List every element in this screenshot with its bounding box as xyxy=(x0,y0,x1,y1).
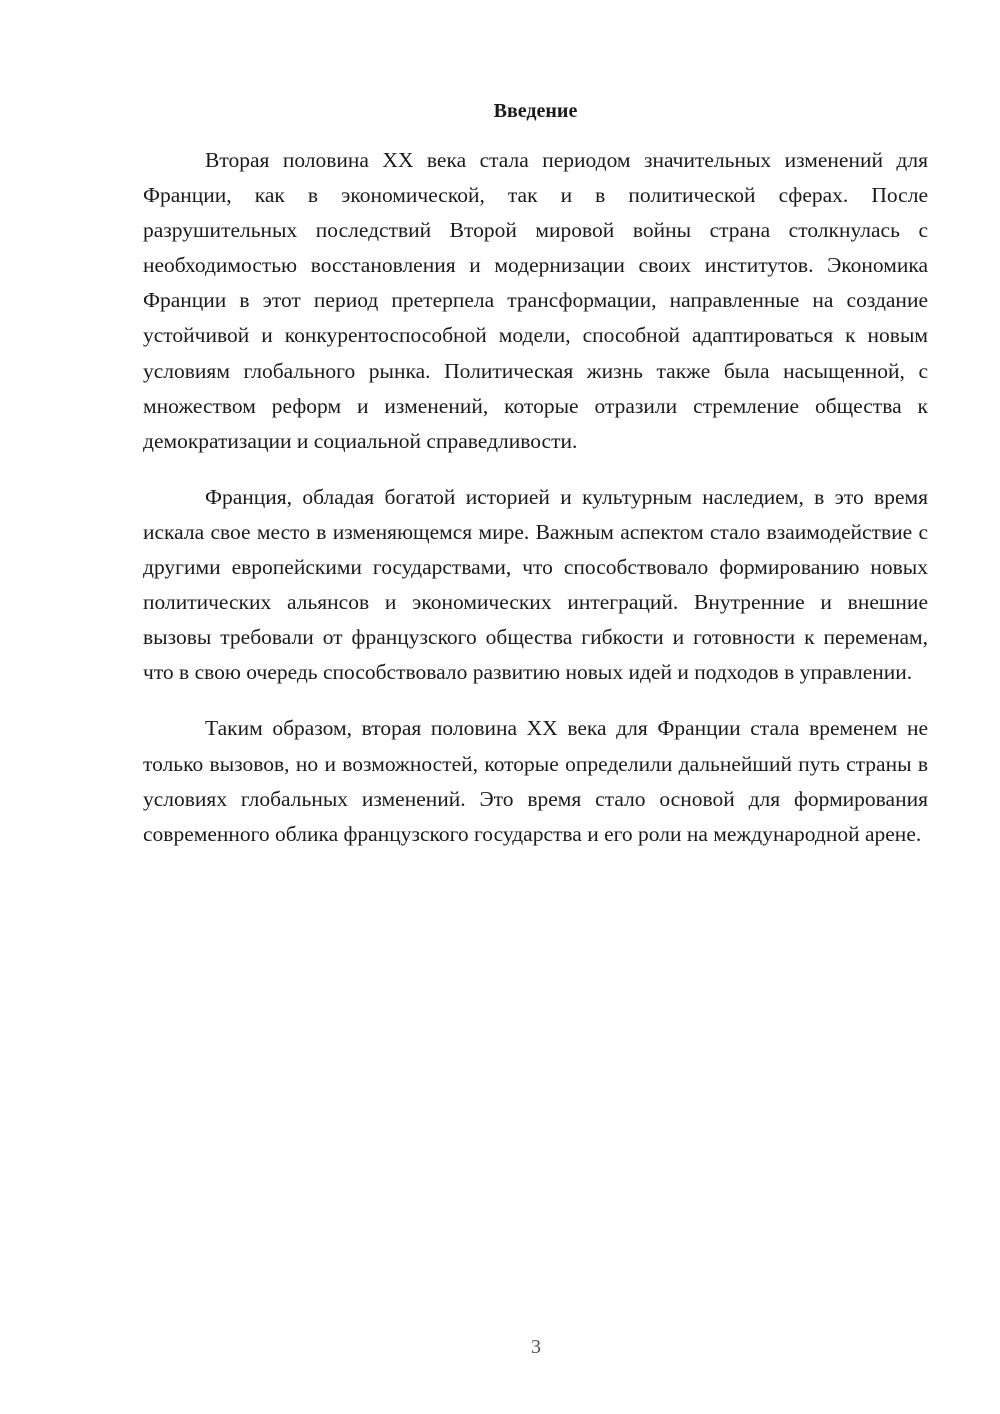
paragraph-3: Таким образом, вторая половина XX века для Франции стала временем не только вызовов, но и возможностей, которые определили дальнейший путь страны в условиях глобальных изменений. Это время стало основой для формирования современного облика французского государства и его роли на международной арене. xyxy=(143,716,928,846)
body-text xyxy=(143,143,928,873)
section-heading: Введение xyxy=(493,100,578,122)
page-number: 3 xyxy=(531,1336,541,1358)
paragraph-2: Франция, обладая богатой историей и культурным наследием, в это время искала свое место в изменяющемся мире. Важным аспектом стало взаимодействие с другими европейскими государствами, что способствовало формированию новых политических альянсов и экономических интеграций. Внутренние и внешние вызовы требовали от французского общества гибкости и готовности к переменам, что в свою очередь способствовало развитию новых идей и подходов в управлении. xyxy=(143,484,928,685)
paragraph-1: Вторая половина XX века стала периодом значительных изменений для Франции, как в экономической, так и в политической сферах. После разрушительных последствий Второй мировой войны страна столкнулась с необходимостью восстановления и модернизации своих институтов. Экономика Франции в этот период претерпела трансформации, направленные на создание устойчивой и конкурентоспособной модели, способной адаптироваться к новым условиям глобального рынка. Политическая жизнь также была насыщенной, с множеством реформ и изменений, которые отразили стремление общества к демократизации и социальной справедливости. xyxy=(143,148,928,453)
